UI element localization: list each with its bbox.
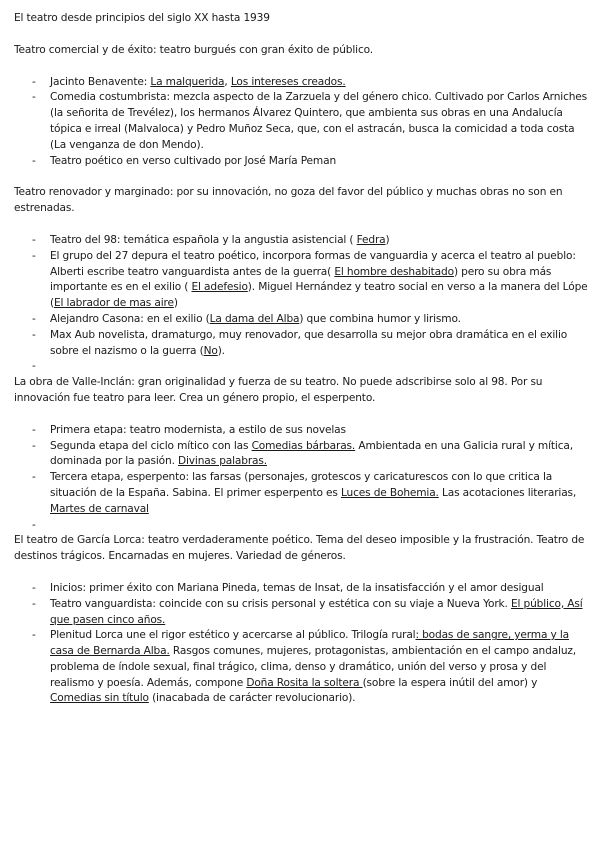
work-title: El hombre deshabitado bbox=[334, 265, 454, 278]
list-item: - Teatro del 98: temática española y la angustia asistencial ( Fedra) bbox=[14, 233, 588, 249]
work-title: La dama del Alba bbox=[209, 312, 300, 325]
work-title: No bbox=[203, 344, 218, 357]
work-title: Luces de Bohemia. bbox=[340, 486, 439, 499]
list-item-empty bbox=[14, 518, 588, 534]
list-item: - Plenitud Lorca une el rigor estético y acercarse al público. Trilogía rural: bodas de sangre, yerma y la casa de Bernarda Alba. Rasgos comunes, mujeres, protagonistas, ambientación en el campo andaluz, problema de índole sexual, final trágico, clima, denso y dramático, unión del verso y prosa y del realismo y poesía. Además, compone Doña Rosita la soltera (sobre la espera inútil del amor) y Comedias sin título (inacabada de carácter revolucionario). bbox=[14, 628, 588, 707]
list-item: - Primera etapa: teatro modernista, a estilo de sus novelas bbox=[14, 423, 588, 439]
list-item: - El grupo del 27 depura el teatro poético, incorpora formas de vanguardia y acerca el teatro al pueblo: Alberti escribe teatro vanguardista antes de la guerra( El hombre deshabitado) pero su obra más importante es en el exilio ( El adefesio). Miguel Hernández y teatro social en verso a la manera del Lópe (El labrador de mas aire) bbox=[14, 249, 588, 312]
list-item: - Max Aub novelista, dramaturgo, muy renovador, que desarrolla su mejor obra dramática en el exilio sobre el nazismo o la guerra (No). bbox=[14, 328, 588, 360]
list-item: - Jacinto Benavente: La malquerida, Los intereses creados. bbox=[14, 75, 588, 91]
list-item: - Inicios: primer éxito con Mariana Pineda, temas de Insat, de la insatisfacción y el amor desigual bbox=[14, 581, 588, 597]
section-heading-valle-inclan: La obra de Valle-Inclán: gran originalidad y fuerza de su teatro. No puede adscribirse solo al 98. Por su innovación fue teatro para leer. Crea un género propio, el esperpento. bbox=[14, 376, 543, 404]
work-title: La malquerida bbox=[150, 75, 225, 88]
list-item-empty bbox=[14, 359, 588, 375]
work-title: El público, Así que pasen cinco años. bbox=[50, 597, 583, 626]
list-item: - Teatro poético en verso cultivado por José María Peman bbox=[14, 154, 588, 170]
list-item: - Tercera etapa, esperpento: las farsas (personajes, grotescos y caricaturescos con lo que critica la situación de la España. Sabina. El primer esperpento es Luces de Bohemia. Las acotaciones literarias, Martes de carnaval bbox=[14, 470, 588, 517]
document-title: El teatro desde principios del siglo XX hasta 1939 bbox=[14, 12, 270, 24]
document-page bbox=[14, 11, 588, 707]
work-title: Martes de carnaval bbox=[50, 502, 149, 515]
list-item: - Alejandro Casona: en el exilio (La dama del Alba) que combina humor y lirismo. bbox=[14, 312, 588, 328]
list-item: - Comedia costumbrista: mezcla aspecto de la Zarzuela y del género chico. Cultivado por Carlos Arniches (la señorita de Trevélez), los hermanos Álvarez Quintero, que ambienta sus obras en una Andalucía tópica e irreal (Malvaloca) y Pedro Muñoz Seca, que, con el astracán, busca la comicidad a toda costa (La venganza de don Mendo). bbox=[14, 90, 588, 153]
work-title: Los intereses creados. bbox=[230, 75, 346, 88]
work-title: Comedias sin título bbox=[50, 692, 149, 705]
section-heading-garcia-lorca: El teatro de García Lorca: teatro verdaderamente poético. Tema del deseo imposible y la frustración. Teatro de destinos trágicos. Encarnadas en mujeres. Variedad de géneros. bbox=[14, 534, 585, 563]
work-title: : bodas de sangre, yerma y la casa de Bernarda Alba. bbox=[50, 629, 570, 658]
work-title: Divinas palabras. bbox=[178, 455, 267, 468]
work-title: El adefesio bbox=[191, 281, 248, 294]
section-list-teatro-comercial bbox=[14, 75, 588, 170]
section-heading-teatro-renovador: Teatro renovador y marginado: por su innovación, no goza del favor del público y muchas obras no son en estrenadas. bbox=[14, 186, 563, 215]
section-heading-teatro-comercial: Teatro comercial y de éxito: teatro burgués con gran éxito de público. bbox=[14, 43, 373, 56]
section-list-teatro-renovador bbox=[14, 233, 588, 375]
work-title: Doña Rosita la soltera bbox=[246, 676, 363, 689]
list-item: - Teatro vanguardista: coincide con su crisis personal y estética con su viaje a Nueva York. El público, Así que pasen cinco años. bbox=[14, 597, 588, 629]
list-item: - Segunda etapa del ciclo mítico con las Comedias bárbaras. Ambientada en una Galicia rural y mítica, dominada por la pasión. Divinas palabras. bbox=[14, 439, 588, 471]
work-title: Fedra bbox=[356, 233, 386, 246]
section-list-valle-inclan bbox=[14, 423, 588, 534]
work-title: El labrador de mas aire bbox=[53, 297, 174, 310]
work-title: Comedias bárbaras. bbox=[251, 439, 356, 452]
section-list-garcia-lorca bbox=[14, 581, 588, 707]
